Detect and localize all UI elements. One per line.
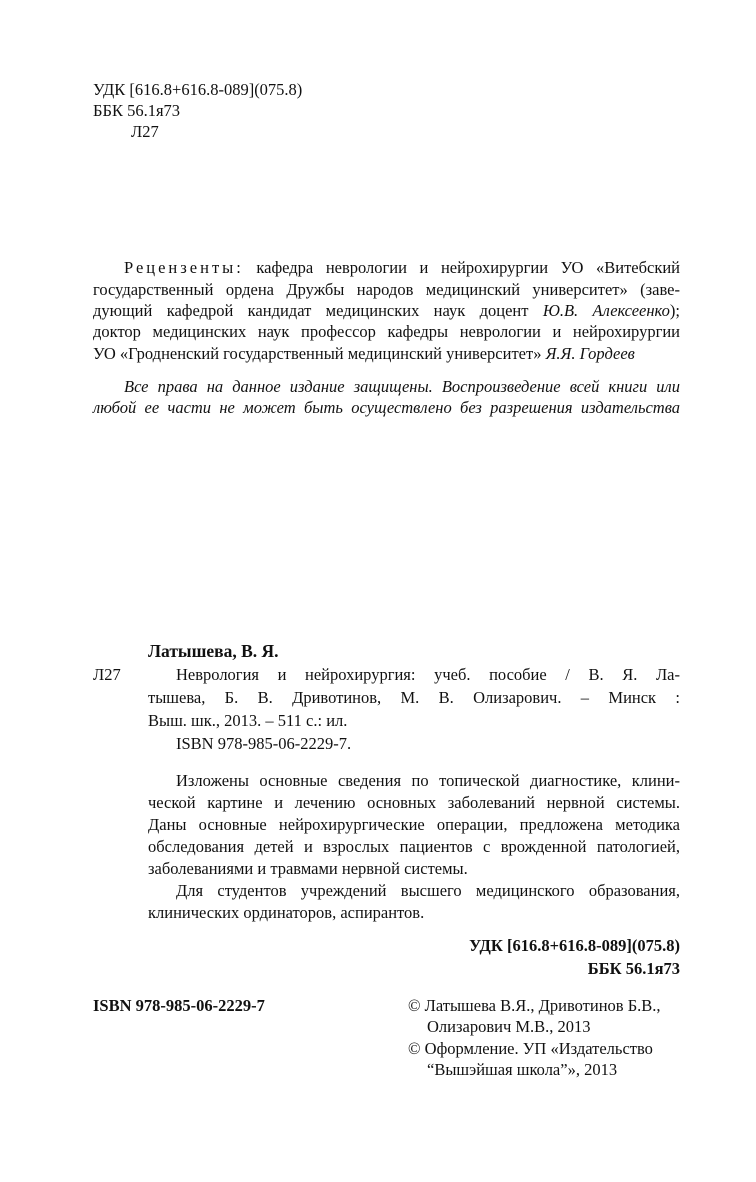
annotation-p1-line-4: обследования детей и взрослых пациентов с врожденной патологией, [148, 837, 680, 856]
copyright-design-line-1: © Оформление. УП «Издательство [408, 1039, 653, 1058]
reviewer-name-1: Ю.В. Алексеенко [542, 301, 670, 320]
annotation-p2-line-2: клинических ординаторов, аспирантов. [148, 903, 425, 922]
footer-isbn: ISBN 978-985-06-2229-7 [93, 996, 265, 1015]
reviewers-line-1: Рецензенты: кафедра неврологии и нейрохирургии УО «Витебский [124, 258, 680, 277]
reviewers-line-4: доктор медицинских наук профессор кафедры неврологии и нейрохирургии [93, 322, 680, 341]
rights-line-2: любой ее части не может быть осуществлено без разрешения издательства [93, 398, 680, 417]
annotation-p1-line-1: Изложены основные сведения по топической диагностике, клини- [176, 771, 680, 790]
header-udk: УДК [616.8+616.8-089](075.8) [93, 80, 303, 99]
copyright-authors-line-1: © Латышева В.Я., Дривотинов Б.В., [408, 996, 661, 1015]
copyright-design-line-2: “Вышэйшая школа”», 2013 [427, 1060, 618, 1079]
bib-line-2: тышева, Б. В. Дривотинов, М. В. Олизарович. – Минск : [148, 688, 680, 707]
bib-author: Латышева, В. Я. [148, 641, 279, 661]
bib-line-3: Выш. шк., 2013. – 511 с.: ил. [148, 711, 348, 730]
annotation-p1-line-5: заболеваниями и травмами нервной системы. [148, 859, 468, 878]
annotation-p1-line-2: ческой картине и лечению основных заболеваний нервной системы. [148, 793, 680, 812]
bib-code: Л27 [93, 665, 121, 684]
reviewers-label: Рецензенты: [124, 258, 244, 277]
classification-udk: УДК [616.8+616.8-089](075.8) [469, 936, 680, 955]
classification-bbk: ББК 56.1я73 [587, 959, 680, 978]
reviewers-line-5: УО «Гродненский государственный медицинский университет» Я.Я. Гордеев [93, 344, 635, 363]
rights-line-1: Все права на данное издание защищены. Воспроизведение всей книги или [124, 377, 680, 396]
bib-line-1: Неврология и нейрохирургия: учеб. пособие / В. Я. Ла- [176, 665, 680, 684]
annotation-p1-line-3: Даны основные нейрохирургические операции, предложена методика [148, 815, 680, 834]
copyright-authors-line-2: Олизарович М.В., 2013 [427, 1017, 591, 1036]
header-bbk: ББК 56.1я73 [93, 101, 181, 120]
header-code: Л27 [131, 122, 159, 141]
bib-isbn: ISBN 978-985-06-2229-7. [176, 734, 352, 753]
reviewers-line-2: государственный ордена Дружбы народов медицинский университет» (заве- [93, 280, 680, 299]
reviewer-name-2: Я.Я. Гордеев [545, 344, 635, 363]
reviewers-line-3: дующий кафедрой кандидат медицинских наук доцент Ю.В. Алексеенко); [93, 301, 680, 320]
annotation-p2-line-1: Для студентов учреждений высшего медицинского образования, [176, 881, 680, 900]
